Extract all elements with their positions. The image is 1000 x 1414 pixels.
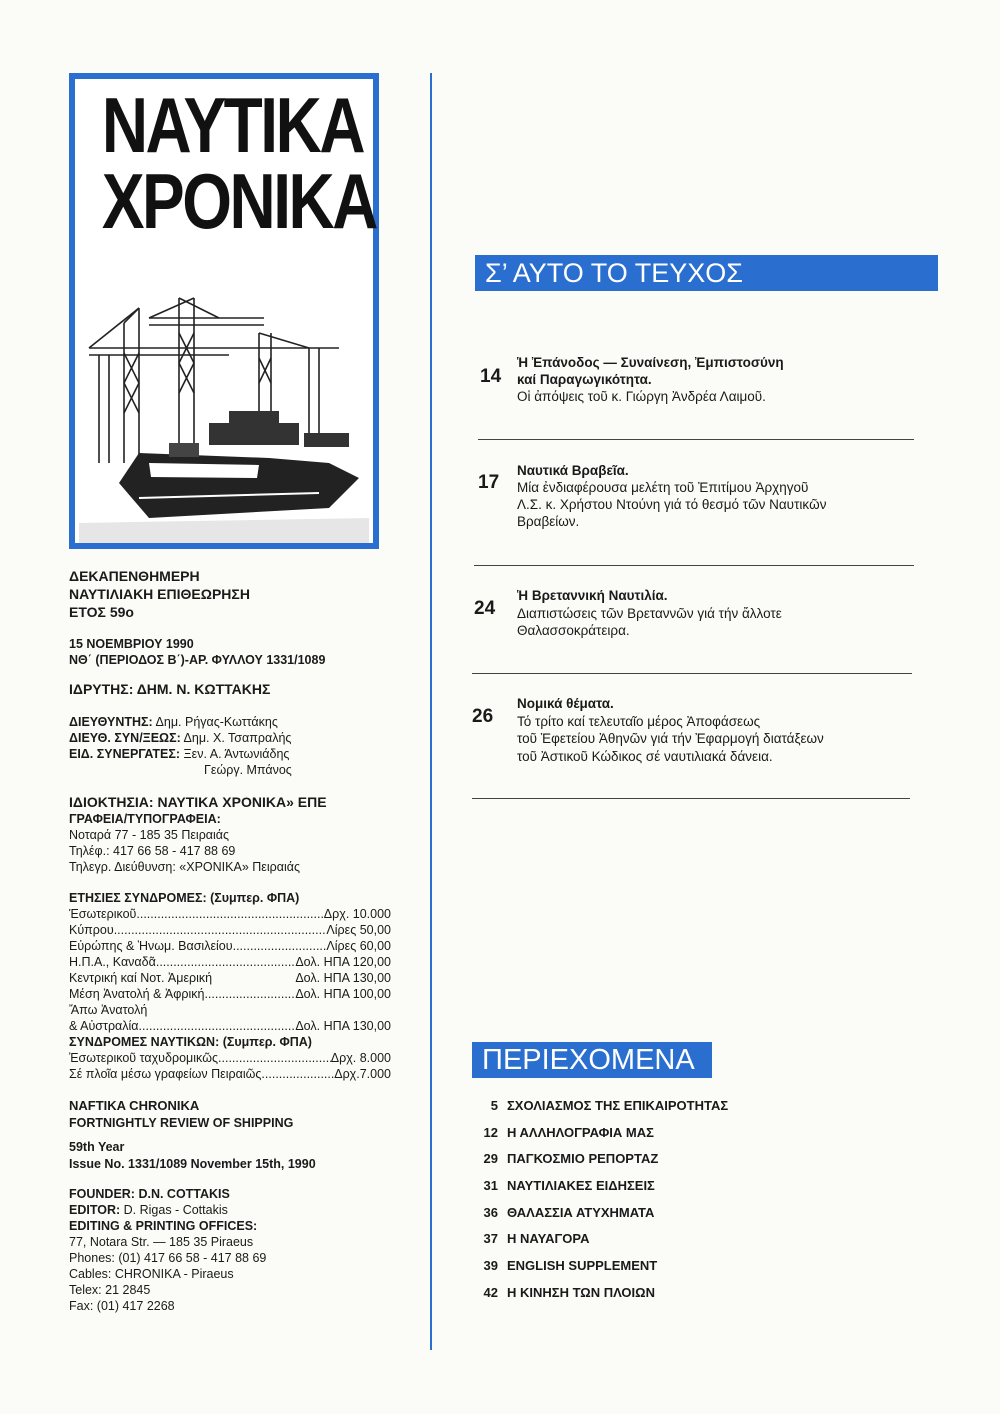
article-page-number: 17 xyxy=(478,472,500,493)
subscription-price: Δρχ.7.000 xyxy=(334,1067,391,1081)
contents-label: Η ΝΑΥΑΓΟΡΑ xyxy=(507,1231,590,1246)
masthead-line1: ΝΑΥΤΙΚΑ xyxy=(101,81,364,169)
seamen-subscription-row xyxy=(69,1050,391,1066)
contents-label: ΝΑΥΤΙΛΙΑΚΕΣ ΕΙΔΗΣΕΙΣ xyxy=(507,1178,655,1193)
contents-page: 31 xyxy=(483,1178,498,1193)
partner-2: Γεώργ. Μπάνος xyxy=(204,763,292,777)
article-desc-cont: τοῦ Ἐφετείου Ἀθηνῶν γιά τήν Ἐφαρμογή διατάξεων xyxy=(517,731,824,746)
contents-item xyxy=(470,1231,810,1246)
director-name: Δημ. Ρήγας-Κωττάκης xyxy=(155,715,278,729)
ownership: ΙΔΙΟΚΤΗΣΙΑ: ΝΑΥΤΙΚΑ ΧΡΟΝΙΚΑ» ΕΠΕ xyxy=(69,794,327,810)
masthead-line2: ΧΡΟΝΙΚΑ xyxy=(101,157,377,245)
english-editor-line xyxy=(69,1202,228,1218)
subscription-row xyxy=(69,906,391,922)
contents-banner: ΠΕΡΙΕΧΟΜΕΝΑ xyxy=(472,1042,712,1078)
article-desc: Μία ἐνδιαφέρουσα μελέτη τοῦ Ἐπιτίμου Ἀρχηγοῦ xyxy=(517,480,809,495)
english-editor-name: D. Rigas - Cottakis xyxy=(123,1203,228,1217)
contents-page: 36 xyxy=(483,1205,498,1220)
subscriptions-title: ΕΤΗΣΙΕΣ ΣΥΝΔΡΟΜΕΣ: (Συμπερ. ΦΠΑ) xyxy=(69,891,300,905)
subscription-label: Μέση Ἀνατολή & Ἀφρική xyxy=(69,987,205,1001)
article-desc: Διαπιστώσεις τῶν Βρεταννῶν γιά τήν ἄλλοτε xyxy=(517,606,782,621)
subscription-price: Δρχ. 10.000 xyxy=(323,907,391,921)
subscription-price: Δολ. ΗΠΑ 100,00 xyxy=(295,987,391,1001)
subscription-price: Λίρες 50,00 xyxy=(326,923,391,937)
article-title: Νομικά θέματα. xyxy=(517,696,614,711)
port-cranes-ship-illustration xyxy=(79,293,369,543)
english-telex: Telex: 21 2845 xyxy=(69,1283,151,1297)
partner-1: Ξεν. Α. Άντωνιάδης xyxy=(183,747,290,761)
article-desc: Τό τρίτο καί τελευταῖο μέρος Ἀποφάσεως xyxy=(517,714,761,729)
editor-label: ΔΙΕΥΘ. ΣΥΝ/ΞΕΩΣ: xyxy=(69,731,181,745)
english-editor-label: EDITOR: xyxy=(69,1203,121,1217)
subscription-price: Δολ. ΗΠΑ 120,00 xyxy=(295,955,391,969)
contents-label: ΣΧΟΛΙΑΣΜΟΣ ΤΗΣ ΕΠΙΚΑΙΡΟΤΗΤΑΣ xyxy=(507,1098,729,1113)
contents-page: 42 xyxy=(483,1285,498,1300)
director-line xyxy=(69,714,278,730)
contents-label: ΘΑΛΑΣΣΙΑ ΑΤΥΧΗΜΑΤΑ xyxy=(507,1205,655,1220)
english-cables: Cables: CHRONIKA - Piraeus xyxy=(69,1267,234,1281)
subscription-price: Δρχ. 8.000 xyxy=(330,1051,391,1065)
issue-date: 15 ΝΟΕΜΒΡΙΟΥ 1990 xyxy=(69,637,194,651)
article-separator xyxy=(472,798,910,799)
publication-year: ΕΤΟΣ 59ο xyxy=(69,604,134,620)
subscription-label: Ἐσωτερικοῦ ταχυδρομικῶς xyxy=(69,1051,219,1065)
article-title: Ναυτικά Βραβεῖα. xyxy=(517,463,629,478)
subscription-label: Κύπρου xyxy=(69,923,114,937)
subscription-label: Η.Π.Α., Καναδᾶ xyxy=(69,955,156,969)
english-founder: FOUNDER: D.N. COTTAKIS xyxy=(69,1187,230,1201)
subscription-row xyxy=(69,970,391,986)
english-phones: Phones: (01) 417 66 58 - 417 88 69 xyxy=(69,1251,267,1265)
contents-page: 29 xyxy=(483,1151,498,1166)
subscription-label: Εὐρώπης & Ἡνωμ. Βασιλείου xyxy=(69,939,233,953)
phone-greek: Τηλέφ.: 417 66 58 - 417 88 69 xyxy=(69,844,236,858)
english-offices: EDITING & PRINTING OFFICES: xyxy=(69,1219,258,1233)
article-title-cont: καί Παραγωγικότητα. xyxy=(517,372,652,387)
subscription-label: Έσωτερικοῦ xyxy=(69,907,137,921)
founder-greek: ΙΔΡΥΤΗΣ: ΔΗΜ. Ν. ΚΩΤΤΑΚΗΣ xyxy=(69,681,271,697)
english-issue: Issue No. 1331/1089 November 15th, 1990 xyxy=(69,1157,316,1171)
publication-subtype: ΝΑΥΤΙΛΙΑΚΗ ΕΠΙΘΕΩΡΗΣΗ xyxy=(69,586,250,602)
subscription-price: Λίρες 60,00 xyxy=(326,939,391,953)
contents-item xyxy=(470,1151,810,1166)
article-desc-cont: Βραβείων. xyxy=(517,514,580,529)
publication-type: ΔΕΚΑΠΕΝΘΗΜΕΡΗ xyxy=(69,568,200,584)
article-page-number: 14 xyxy=(480,366,502,387)
contents-page: 12 xyxy=(483,1125,498,1140)
masthead xyxy=(101,81,377,245)
issue-number: ΝΘ΄ (ΠΕΡΙΟΔΟΣ Β΄)-ΑΡ. ΦΥΛΛΟΥ 1331/1089 xyxy=(69,653,326,667)
article-desc-cont: τοῦ Ἀστικοῦ Κώδικος σέ ναυτιλιακά δάνεια. xyxy=(517,749,773,764)
contents-item xyxy=(470,1178,810,1193)
article-title: Ἡ Ἐπάνοδος — Συναίνεση, Ἐμπιστοσύνη xyxy=(517,355,784,370)
article-desc-cont: Θαλασσοκράτειρα. xyxy=(517,623,630,638)
subscription-row xyxy=(69,1018,391,1034)
director-label: ΔΙΕΥΘΥΝΤΗΣ: xyxy=(69,715,153,729)
partners-label: ΕΙΔ. ΣΥΝΕΡΓΑΤΕΣ: xyxy=(69,747,181,761)
english-title: NAFTIKA CHRONIKA xyxy=(69,1098,200,1113)
english-year: 59th Year xyxy=(69,1140,125,1154)
subscription-row xyxy=(69,938,391,954)
article-page-number: 24 xyxy=(474,598,496,619)
partners-line xyxy=(69,746,289,762)
contents-label: ENGLISH SUPPLEMENT xyxy=(507,1258,658,1273)
article-page-number: 26 xyxy=(472,706,494,727)
cable-greek: Τηλεγρ. Διεύθυνση: «ΧΡΟΝΙΚΑ» Πειραιάς xyxy=(69,860,300,874)
article-desc-cont: Λ.Σ. κ. Χρήστου Ντούνη γιά τό θεσμό τῶν Ναυτικῶν xyxy=(517,497,827,512)
column-divider xyxy=(430,73,432,1350)
address-greek: Νοταρά 77 - 185 35 Πειραιάς xyxy=(69,828,230,842)
contents-page: 39 xyxy=(483,1258,498,1273)
contents-item xyxy=(470,1125,810,1140)
in-this-issue-banner: Σ’ ΑΥΤΟ ΤΟ ΤΕΥΧΟΣ xyxy=(475,255,938,291)
contents-item xyxy=(470,1098,810,1113)
english-subtitle: FORTNIGHTLY REVIEW OF SHIPPING xyxy=(69,1116,294,1130)
contents-label: Η ΑΛΛΗΛΟΓΡΑΦΙΑ ΜΑΣ xyxy=(507,1125,654,1140)
subscription-price: Δολ. ΗΠΑ 130,00 xyxy=(295,1019,391,1033)
contents-label: Η ΚΙΝΗΣΗ ΤΩΝ ΠΛΟΙΩΝ xyxy=(507,1285,655,1300)
contents-item xyxy=(470,1258,810,1273)
offices-label: ΓΡΑΦΕΙΑ/ΤΥΠΟΓΡΑΦΕΙΑ: xyxy=(69,812,221,826)
article-separator xyxy=(474,565,914,566)
subscription-far-east-label: Ἄπω Ἀνατολή xyxy=(69,1003,148,1017)
article-separator xyxy=(472,673,912,674)
article-separator xyxy=(478,439,914,440)
subscription-label: Κεντρική καί Νοτ. Ἀμερική xyxy=(69,971,213,985)
contents-item xyxy=(470,1205,810,1220)
contents-page: 5 xyxy=(490,1098,498,1113)
english-address: 77, Notara Str. — 185 35 Piraeus xyxy=(69,1235,254,1249)
seamen-subscription-row xyxy=(69,1066,391,1082)
contents-label: ΠΑΓΚΟΣΜΙΟ ΡΕΠΟΡΤΑΖ xyxy=(507,1151,659,1166)
subscription-row xyxy=(69,922,391,938)
article-desc: Οἱ ἀπόψεις τοῦ κ. Γιώργη Ἀνδρέα Λαιμοῦ. xyxy=(517,389,766,404)
editor-name: Δημ. Χ. Τσαπραλής xyxy=(183,731,292,745)
article-title: Ἡ Βρεταννική Ναυτιλία. xyxy=(517,588,668,603)
editor-line xyxy=(69,730,291,746)
subscription-label: & Αὐστραλία xyxy=(69,1019,139,1033)
contents-item xyxy=(470,1285,810,1300)
subscription-price: Δολ. ΗΠΑ 130,00 xyxy=(295,971,391,985)
seamen-subscriptions-title: ΣΥΝΔΡΟΜΕΣ ΝΑΥΤΙΚΩΝ: (Συμπερ. ΦΠΑ) xyxy=(69,1035,312,1049)
magazine-cover xyxy=(69,73,379,549)
english-fax: Fax: (01) 417 2268 xyxy=(69,1299,175,1313)
subscription-row xyxy=(69,986,391,1002)
contents-page: 37 xyxy=(483,1231,498,1246)
subscription-row xyxy=(69,954,391,970)
subscription-label: Σέ πλοῖα μέσω γραφείων Πειραιῶς xyxy=(69,1067,262,1081)
